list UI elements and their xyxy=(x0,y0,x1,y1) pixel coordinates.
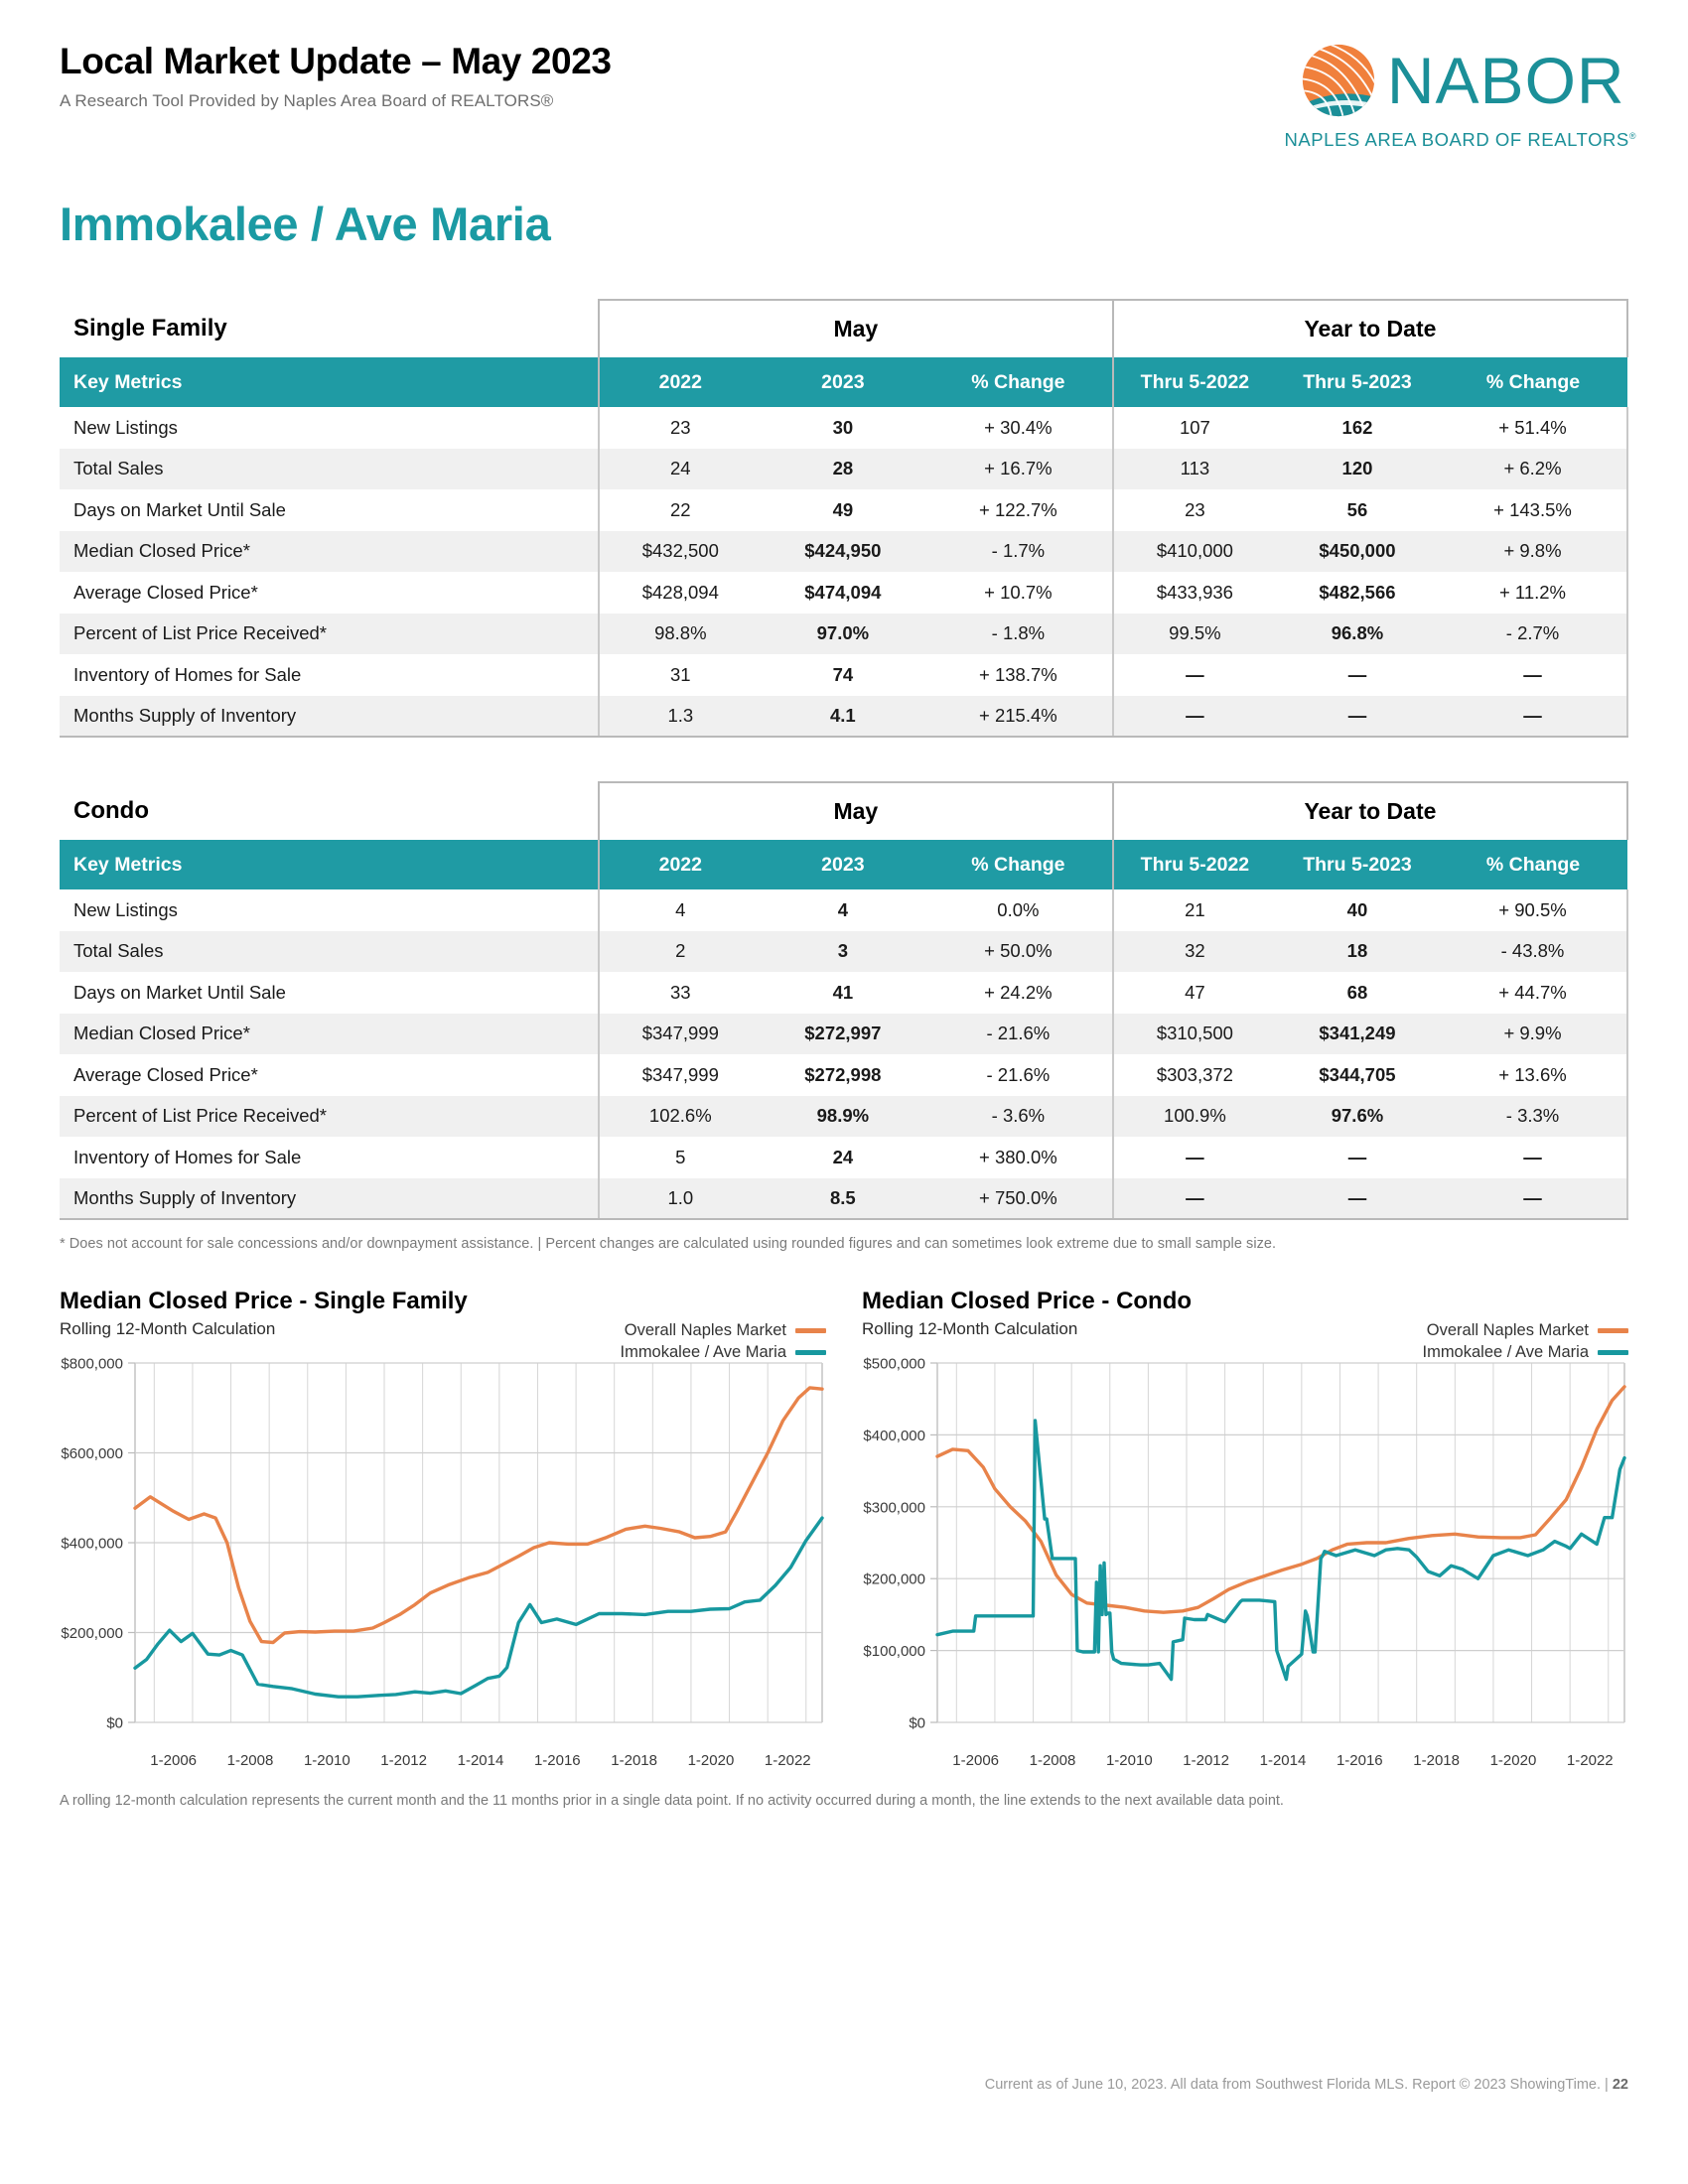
cell-2022: 98.8% xyxy=(599,614,762,655)
table-row xyxy=(60,407,1627,449)
col-thru-2022: Thru 5-2022 xyxy=(1113,840,1276,889)
cell-thru-2023: — xyxy=(1347,1146,1367,1167)
cell-thru-2022: — xyxy=(1113,696,1276,738)
svg-text:$200,000: $200,000 xyxy=(61,1625,123,1642)
footer-page-number: 22 xyxy=(1612,2077,1628,2093)
cell-2023: $272,997 xyxy=(762,1014,924,1055)
cell-thru-2022: 99.5% xyxy=(1113,614,1276,655)
col-2022: 2022 xyxy=(599,840,762,889)
xtick: 1-2014 xyxy=(1259,1752,1307,1769)
cell-thru-2023: $341,249 xyxy=(1276,1014,1439,1055)
cell-ytd-pct: — xyxy=(1439,1178,1627,1220)
table-row xyxy=(60,489,1627,531)
cell-2023: 74 xyxy=(832,663,854,685)
cell-thru-2022: 23 xyxy=(1113,489,1276,531)
cell-thru-2022: 107 xyxy=(1113,407,1276,449)
legend-label: Overall Naples Market xyxy=(624,1321,786,1339)
legend-item-overall xyxy=(1427,1321,1628,1340)
cell-2022: 1.0 xyxy=(599,1178,762,1220)
table-row xyxy=(60,889,1627,931)
chart-card-single-family xyxy=(60,1288,826,1769)
cell-thru-2022: $303,372 xyxy=(1113,1054,1276,1096)
row-metric: Inventory of Homes for Sale xyxy=(73,663,302,685)
chart-plot-area xyxy=(862,1355,1628,1747)
chart-x-axis-labels xyxy=(937,1752,1628,1769)
chart-plot-area xyxy=(60,1355,826,1747)
cell-thru-2022: 100.9% xyxy=(1113,1096,1276,1138)
row-metric: Median Closed Price* xyxy=(60,531,599,573)
single-family-table xyxy=(60,299,1628,738)
cell-thru-2023: — xyxy=(1276,696,1439,738)
cell-ytd-pct: + 143.5% xyxy=(1439,489,1627,531)
period-month-header: May xyxy=(599,782,1113,840)
cell-ytd-pct: + 6.2% xyxy=(1439,449,1627,490)
cell-thru-2023: 68 xyxy=(1346,981,1368,1003)
cell-2022: 24 xyxy=(599,449,762,490)
cell-2023: 4 xyxy=(837,898,848,920)
col-pct-change: % Change xyxy=(924,357,1113,407)
cell-pct: + 380.0% xyxy=(979,1146,1057,1167)
xtick: 1-2022 xyxy=(1566,1752,1614,1769)
xtick: 1-2016 xyxy=(1336,1752,1383,1769)
cell-pct: - 3.6% xyxy=(924,1096,1113,1138)
chart-legend xyxy=(620,1321,826,1362)
period-ytd-header: Year to Date xyxy=(1113,782,1627,840)
single-family-table-block xyxy=(0,299,1688,738)
col-key-metrics: Key Metrics xyxy=(60,840,599,889)
legend-swatch-teal xyxy=(1598,1350,1628,1355)
cell-thru-2023: 18 xyxy=(1276,931,1439,973)
period-month-header: May xyxy=(599,300,1113,357)
cell-2022: $432,500 xyxy=(599,531,762,573)
cell-2022: 102.6% xyxy=(599,1096,762,1138)
legend-label: Immokalee / Ave Maria xyxy=(620,1343,786,1361)
cell-pct: 0.0% xyxy=(997,898,1040,920)
col-key-metrics: Key Metrics xyxy=(60,357,599,407)
cell-thru-2022: — xyxy=(1113,1137,1276,1178)
chart-title: Median Closed Price - Condo xyxy=(862,1288,1193,1314)
cell-ytd-pct: - 3.3% xyxy=(1439,1096,1627,1138)
nabor-tagline-sup: ® xyxy=(1628,130,1636,141)
chart-note: A rolling 12-month calculation represents the current month and the 11 months prior in a single data point. If no activity occurred during a month, the line extends to the next available data point. xyxy=(60,1793,1284,1809)
legend-item-area xyxy=(1422,1343,1628,1362)
svg-text:$600,000: $600,000 xyxy=(61,1445,123,1462)
legend-swatch-orange xyxy=(795,1328,826,1333)
cell-ytd-pct: + 11.2% xyxy=(1439,572,1627,614)
cell-ytd-pct: + 90.5% xyxy=(1439,889,1627,931)
xtick: 1-2022 xyxy=(764,1752,811,1769)
svg-text:$400,000: $400,000 xyxy=(863,1427,925,1444)
xtick: 1-2006 xyxy=(150,1752,198,1769)
row-metric: Months Supply of Inventory xyxy=(60,696,599,738)
row-metric: Inventory of Homes for Sale xyxy=(73,1146,302,1167)
row-metric: Median Closed Price* xyxy=(60,1014,599,1055)
cell-pct: + 750.0% xyxy=(924,1178,1113,1220)
cell-2022: 23 xyxy=(599,407,762,449)
table-row xyxy=(60,614,1627,655)
cell-thru-2022: $433,936 xyxy=(1113,572,1276,614)
cell-2023: 3 xyxy=(762,931,924,973)
cell-thru-2023: $450,000 xyxy=(1276,531,1439,573)
xtick: 1-2018 xyxy=(611,1752,657,1769)
xtick: 1-2018 xyxy=(1413,1752,1460,1769)
cell-2023: 98.9% xyxy=(762,1096,924,1138)
table-row xyxy=(60,449,1627,490)
cell-2023: 24 xyxy=(832,1146,854,1167)
cell-ytd-pct: — xyxy=(1439,1137,1627,1178)
cell-pct: + 30.4% xyxy=(984,416,1053,438)
page-title: Local Market Update – May 2023 xyxy=(60,41,612,81)
table-group-row xyxy=(60,300,1627,357)
cell-thru-2023: 97.6% xyxy=(1276,1096,1439,1138)
svg-text:$100,000: $100,000 xyxy=(863,1643,925,1661)
nabor-wordmark: NABOR xyxy=(1386,44,1625,117)
cell-2023: 41 xyxy=(832,981,854,1003)
xtick: 1-2012 xyxy=(1183,1752,1229,1769)
legend-item-overall xyxy=(625,1321,826,1340)
cell-2022: $428,094 xyxy=(599,572,762,614)
cell-thru-2023: — xyxy=(1276,1178,1439,1220)
svg-text:$0: $0 xyxy=(106,1714,123,1732)
report-header xyxy=(0,0,1688,169)
group-label: Condo xyxy=(73,797,149,824)
svg-text:$300,000: $300,000 xyxy=(863,1499,925,1517)
cell-ytd-pct: + 9.8% xyxy=(1439,531,1627,573)
table-group-row xyxy=(60,782,1627,840)
footer-separator: | xyxy=(1605,2077,1609,2093)
cell-pct: + 138.7% xyxy=(979,663,1057,685)
col-ytd-pct-change: % Change xyxy=(1439,357,1627,407)
legend-swatch-orange xyxy=(1598,1328,1628,1333)
cell-thru-2022: 47 xyxy=(1113,972,1276,1014)
cell-thru-2022: — xyxy=(1113,654,1276,696)
chart-legend xyxy=(1422,1321,1628,1362)
chart-x-axis-labels xyxy=(135,1752,826,1769)
cell-2022: 1.3 xyxy=(599,696,762,738)
cell-thru-2023: 120 xyxy=(1276,449,1439,490)
svg-text:$200,000: $200,000 xyxy=(863,1570,925,1588)
cell-pct: + 10.7% xyxy=(984,581,1053,603)
cell-thru-2022: $310,500 xyxy=(1113,1014,1276,1055)
cell-pct: - 1.7% xyxy=(924,531,1113,573)
table-header-row xyxy=(60,840,1627,889)
xtick: 1-2006 xyxy=(952,1752,1000,1769)
cell-ytd-pct: + 51.4% xyxy=(1439,407,1627,449)
cell-2022: 22 xyxy=(599,489,762,531)
col-thru-2022: Thru 5-2022 xyxy=(1113,357,1276,407)
table-row xyxy=(60,696,1627,738)
cell-thru-2022: 32 xyxy=(1113,931,1276,973)
xtick: 1-2014 xyxy=(457,1752,504,1769)
col-2023: 2023 xyxy=(762,357,924,407)
cell-2022: $347,999 xyxy=(599,1054,762,1096)
table-row xyxy=(60,1096,1627,1138)
xtick: 1-2010 xyxy=(1105,1752,1153,1769)
cell-ytd-pct: + 13.6% xyxy=(1439,1054,1627,1096)
footer-text: Current as of June 10, 2023. All data from Southwest Florida MLS. Report © 2023 ShowingTime. xyxy=(984,2077,1602,2093)
cell-thru-2023: 96.8% xyxy=(1276,614,1439,655)
col-2022: 2022 xyxy=(599,357,762,407)
chart-title: Median Closed Price - Single Family xyxy=(60,1288,468,1314)
cell-thru-2022: 21 xyxy=(1113,889,1276,931)
cell-pct: + 50.0% xyxy=(924,931,1113,973)
row-metric: Days on Market Until Sale xyxy=(73,498,286,520)
cell-ytd-pct: + 44.7% xyxy=(1439,972,1627,1014)
chart-subtitle: Rolling 12-Month Calculation xyxy=(862,1319,1078,1338)
legend-label: Immokalee / Ave Maria xyxy=(1422,1343,1589,1361)
cell-2022: 33 xyxy=(599,972,762,1014)
condo-table xyxy=(60,781,1628,1220)
xtick: 1-2020 xyxy=(687,1752,735,1769)
table-row xyxy=(60,1054,1627,1096)
col-pct-change: % Change xyxy=(924,840,1113,889)
cell-pct: + 16.7% xyxy=(924,449,1113,490)
col-ytd-pct-change: % Change xyxy=(1439,840,1627,889)
cell-2022: 4 xyxy=(599,889,762,931)
table-row xyxy=(60,531,1627,573)
page-subtitle: A Research Tool Provided by Naples Area Board of REALTORS® xyxy=(60,90,554,110)
cell-pct: + 122.7% xyxy=(979,498,1057,520)
cell-thru-2022: $410,000 xyxy=(1113,531,1276,573)
row-metric: Months Supply of Inventory xyxy=(60,1178,599,1220)
cell-thru-2023: $344,705 xyxy=(1319,1063,1396,1085)
nabor-logo xyxy=(1284,38,1636,151)
table-row xyxy=(60,931,1627,973)
cell-thru-2023: 162 xyxy=(1341,416,1373,438)
table-row xyxy=(60,972,1627,1014)
row-metric: New Listings xyxy=(73,898,178,920)
xtick: 1-2012 xyxy=(380,1752,427,1769)
cell-thru-2023: $482,566 xyxy=(1319,581,1396,603)
row-metric: Percent of List Price Received* xyxy=(60,1096,599,1138)
svg-text:$400,000: $400,000 xyxy=(61,1535,123,1553)
cell-2023: $272,998 xyxy=(804,1063,882,1085)
table-row xyxy=(60,1014,1627,1055)
cell-pct: - 21.6% xyxy=(924,1014,1113,1055)
cell-2023: 8.5 xyxy=(762,1178,924,1220)
row-metric: New Listings xyxy=(73,416,178,438)
cell-ytd-pct: — xyxy=(1439,696,1627,738)
cell-2023: 28 xyxy=(762,449,924,490)
cell-thru-2022: — xyxy=(1113,1178,1276,1220)
chart-card-condo xyxy=(862,1288,1628,1769)
group-label: Single Family xyxy=(73,315,227,341)
cell-2023: $474,094 xyxy=(804,581,882,603)
row-metric: Total Sales xyxy=(60,449,599,490)
legend-item-area xyxy=(620,1343,826,1362)
line-chart-condo xyxy=(862,1355,1628,1742)
row-metric: Percent of List Price Received* xyxy=(60,614,599,655)
xtick: 1-2010 xyxy=(303,1752,351,1769)
nabor-shell-icon xyxy=(1296,38,1381,123)
cell-thru-2023: — xyxy=(1347,663,1367,685)
svg-text:$500,000: $500,000 xyxy=(863,1355,925,1373)
cell-pct: + 24.2% xyxy=(984,981,1053,1003)
row-metric: Average Closed Price* xyxy=(73,581,258,603)
table-header-row xyxy=(60,357,1627,407)
report-footer xyxy=(0,2077,1688,2093)
area-name: Immokalee / Ave Maria xyxy=(60,198,551,250)
xtick: 1-2008 xyxy=(226,1752,274,1769)
col-thru-2023: Thru 5-2023 xyxy=(1276,357,1439,407)
cell-thru-2023: 56 xyxy=(1346,498,1368,520)
table-row xyxy=(60,1178,1627,1220)
cell-pct: + 215.4% xyxy=(924,696,1113,738)
table-row xyxy=(60,572,1627,614)
svg-text:$0: $0 xyxy=(909,1714,925,1732)
cell-thru-2023: 40 xyxy=(1346,898,1368,920)
cell-ytd-pct: + 9.9% xyxy=(1439,1014,1627,1055)
cell-2023: 4.1 xyxy=(762,696,924,738)
row-metric: Days on Market Until Sale xyxy=(73,981,286,1003)
cell-2023: 30 xyxy=(832,416,854,438)
svg-text:$800,000: $800,000 xyxy=(61,1355,123,1373)
cell-2022: $347,999 xyxy=(599,1014,762,1055)
nabor-tagline xyxy=(1284,129,1636,151)
row-metric: Total Sales xyxy=(60,931,599,973)
xtick: 1-2016 xyxy=(533,1752,581,1769)
cell-2022: 2 xyxy=(599,931,762,973)
cell-pct: - 1.8% xyxy=(924,614,1113,655)
cell-2023: $424,950 xyxy=(762,531,924,573)
table-row xyxy=(60,1137,1627,1178)
line-chart-single-family xyxy=(60,1355,826,1742)
cell-ytd-pct: - 43.8% xyxy=(1439,931,1627,973)
xtick: 1-2020 xyxy=(1489,1752,1537,1769)
col-2023: 2023 xyxy=(762,840,924,889)
chart-subtitle: Rolling 12-Month Calculation xyxy=(60,1319,276,1338)
cell-2023: 97.0% xyxy=(762,614,924,655)
cell-2022: 5 xyxy=(599,1137,762,1178)
cell-2023: 49 xyxy=(832,498,854,520)
xtick: 1-2008 xyxy=(1029,1752,1076,1769)
condo-table-block xyxy=(0,781,1688,1220)
table-footnote: * Does not account for sale concessions and/or downpayment assistance. | Percent changes are calculated using rounded figures and can sometimes look extreme due to small sample size. xyxy=(60,1236,1277,1252)
period-ytd-header: Year to Date xyxy=(1113,300,1627,357)
legend-swatch-teal xyxy=(795,1350,826,1355)
cell-pct: - 21.6% xyxy=(986,1063,1051,1085)
cell-thru-2022: 113 xyxy=(1113,449,1276,490)
legend-label: Overall Naples Market xyxy=(1426,1321,1589,1339)
cell-2022: 31 xyxy=(599,654,762,696)
charts-section xyxy=(0,1288,1688,1769)
col-thru-2023: Thru 5-2023 xyxy=(1276,840,1439,889)
nabor-tagline-text: NAPLES AREA BOARD OF REALTORS xyxy=(1284,129,1629,150)
cell-ytd-pct: — xyxy=(1439,654,1627,696)
cell-ytd-pct: - 2.7% xyxy=(1439,614,1627,655)
row-metric: Average Closed Price* xyxy=(73,1063,258,1085)
table-row xyxy=(60,654,1627,696)
